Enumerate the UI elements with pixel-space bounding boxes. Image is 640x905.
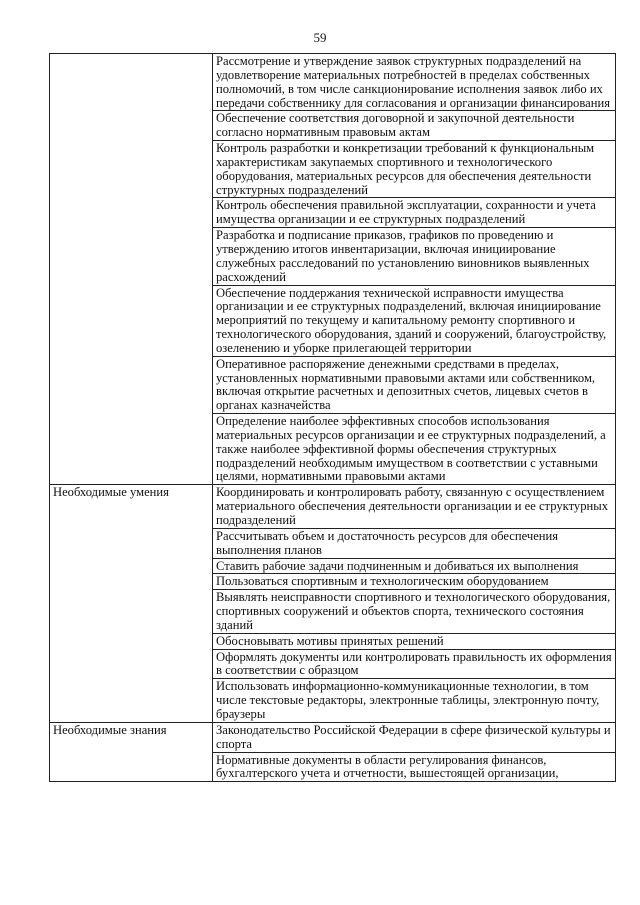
- table-row: [50, 485, 616, 529]
- table-row: [50, 722, 616, 752]
- item-text: Рассчитывать объем и достаточность ресурсов для обеспечения выполнения планов: [216, 528, 559, 557]
- table-cell: [213, 198, 616, 228]
- table-cell: [213, 649, 616, 679]
- table-cell: [213, 679, 616, 723]
- item-text: Контроль обеспечения правильной эксплуатации, сохранности и учета имущества организации и ее структурных подразделений: [216, 198, 596, 227]
- section-label: [50, 54, 213, 485]
- item-text: Рассмотрение и утверждение заявок структурных подразделений на удовлетворение материальных потребностей в пределах собственных полномочий, в том числе санкционирование исполнения заявок либо их передачи собственнику для согласования и организации финансирования: [216, 54, 610, 110]
- table-cell: [213, 574, 616, 590]
- table-cell: [213, 356, 616, 413]
- table-cell: [213, 485, 616, 529]
- table-cell: [213, 752, 616, 782]
- table-cell: [213, 558, 616, 574]
- page-number: 59: [313, 30, 327, 45]
- table-cell: [213, 722, 616, 752]
- item-text: Определение наиболее эффективных способов использования материальных ресурсов организации и ее структурных подразделений, а также наиболее эффективной формы обеспечения структурных подразделений необходимым имуществом в соответствии с уставными целями, нормативными правовыми актами: [216, 414, 606, 484]
- item-text: Пользоваться спортивным и технологическим оборудованием: [216, 574, 549, 589]
- item-text: Обеспечение соответствия договорной и закупочной деятельности согласно нормативным правовым актам: [216, 111, 575, 140]
- requirements-table: [49, 53, 616, 782]
- table-cell: [213, 414, 616, 485]
- item-text: Ставить рабочие задачи подчиненным и добиваться их выполнения: [216, 558, 579, 573]
- item-text: Оформлять документы или контролировать правильность их оформления в соответствии с образцом: [216, 649, 612, 678]
- section-label-skills: Необходимые умения: [50, 485, 213, 723]
- table-cell: [213, 633, 616, 649]
- item-text: Разработка и подписание приказов, графиков по проведению и утверждению итогов инвентаризации, включая инициирование служебных расследований по установлению виновников выявленных расхождений: [216, 228, 590, 284]
- item-text: Оперативное распоряжение денежными средствами в пределах, установленных нормативными правовыми актами или собственником, включая открытие расчетных и депозитных счетов, лицевых счетов в органах казначейства: [216, 356, 596, 413]
- section-label-knowledge: Необходимые знания: [50, 722, 213, 781]
- item-text: Обосновывать мотивы принятых решений: [216, 633, 444, 648]
- item-text: Обеспечение поддержания технической исправности имущества организации и ее структурных подразделений, включая инициирование мероприятий по текущему и капитальному ремонту спортивного и технологического оборудования, зданий и сооружений, благоустройству, озеленению и уборке прилегающей территории: [216, 285, 607, 355]
- item-text: Контроль разработки и конкретизации требований к функциональным характеристикам закупаемых спортивного и технологического оборудования, материальных ресурсов для обеспечения деятельности структурных подразделений: [216, 141, 595, 197]
- item-text: Выявлять неисправности спортивного и технологического оборудования, спортивных сооружений и объектов спорта, технического состояния зданий: [216, 590, 611, 632]
- table-cell: [213, 228, 616, 285]
- table-cell: [213, 141, 616, 198]
- item-text: Использовать информационно-коммуникационные технологии, в том числе текстовые редакторы, электронные таблицы, электронную почту, браузеры: [216, 679, 600, 721]
- item-text: Законодательство Российской Федерации в сфере физической культуры и спорта: [216, 722, 611, 751]
- table-cell: [213, 590, 616, 634]
- table-cell: [213, 528, 616, 558]
- table-row: [50, 54, 616, 111]
- table-cell: [213, 54, 616, 111]
- table-cell: [213, 111, 616, 141]
- item-text: Координировать и контролировать работу, связанную с осуществлением материального обеспечения деятельности организации и ее структурных подразделений: [216, 485, 609, 527]
- item-text: Нормативные документы в области регулирования финансов, бухгалтерского учета и отчетности, вышестоящей организации,: [216, 752, 559, 781]
- table-cell: [213, 285, 616, 356]
